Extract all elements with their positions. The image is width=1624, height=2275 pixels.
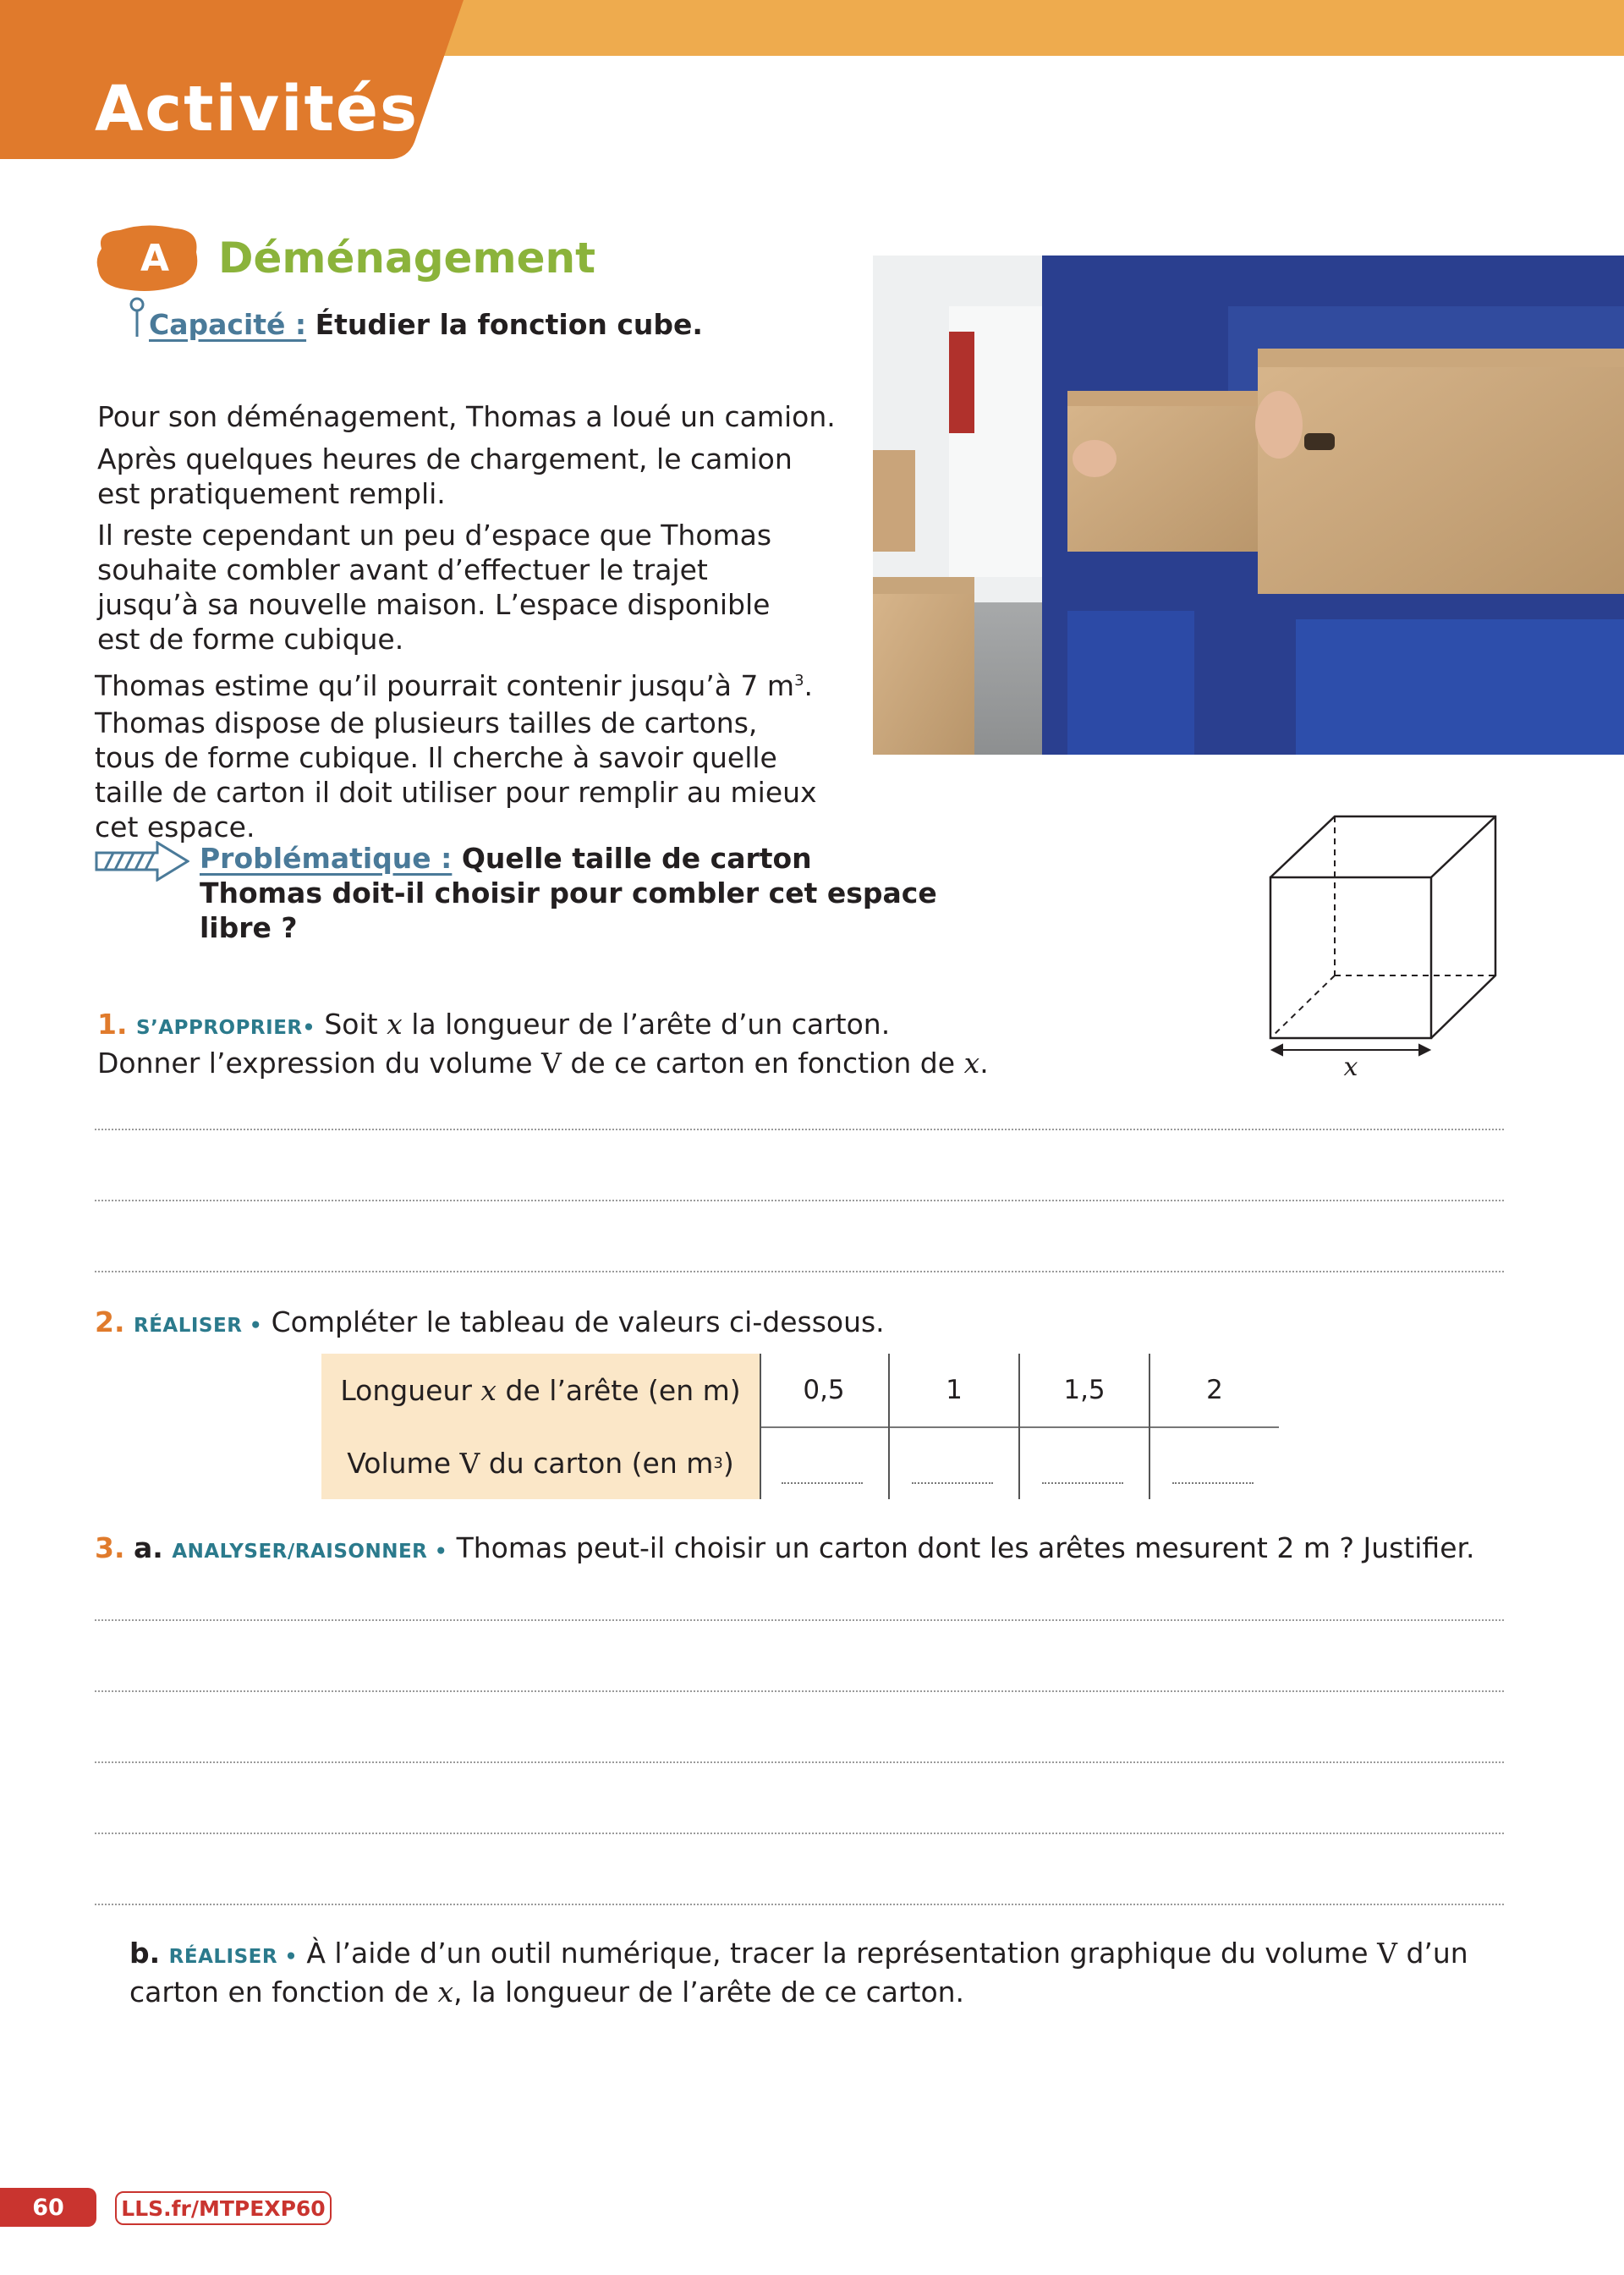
table-cell-length: 2: [1206, 1375, 1223, 1405]
question-3a: [95, 1530, 1533, 1569]
table-header-length: [321, 1354, 760, 1426]
intro-paragraph-4-sup: 3: [794, 672, 804, 690]
problematique-label: Problématique :: [200, 842, 453, 875]
question-3b-var-v: V: [1377, 1937, 1397, 1970]
intro-paragraph-3: Il reste cependant un peu d’espace que Thomas souhaite combler avant d’effectuer le trajet jusqu’à sa nouvelle maison. L’espace disponible est de forme cubique.: [97, 519, 772, 656]
answer-line[interactable]: [95, 1761, 1504, 1763]
problematique: [200, 841, 944, 945]
question-2-skill: RÉALISER •: [134, 1315, 263, 1337]
question-3b-var-x: x: [437, 1976, 454, 2008]
question-3b-skill: RÉALISER •: [168, 1946, 298, 1968]
question-3b-part: b.: [129, 1937, 161, 1970]
pin-icon: [129, 296, 149, 340]
question-1-var-x2: x: [963, 1047, 980, 1080]
table-header-volume-var: V: [459, 1446, 480, 1480]
answer-line[interactable]: [95, 1904, 1504, 1905]
table-header-volume-b: du carton (en m: [488, 1446, 714, 1480]
table-header-length-b: de l’arête (en m): [505, 1373, 741, 1407]
page-title: Activités: [95, 73, 420, 146]
question-1-var-v: V: [541, 1047, 562, 1080]
answer-line[interactable]: [95, 1200, 1504, 1201]
table-header-length-var: x: [480, 1373, 497, 1407]
page-number: 60: [0, 2188, 96, 2227]
intro-paragraph-4: [95, 663, 839, 703]
question-1-text-a: Soit: [324, 1008, 378, 1041]
question-3-number: 3.: [95, 1531, 125, 1564]
capacity-text: Étudier la fonction cube.: [315, 308, 703, 341]
table-answer-blank[interactable]: [782, 1482, 863, 1484]
section-letter: A: [140, 237, 170, 280]
question-3b-text-a: À l’aide d’un outil numérique, tracer la représentation graphique du volume: [306, 1937, 1369, 1970]
arrow-icon: [95, 841, 189, 882]
section-title: Déménagement: [218, 234, 595, 283]
intro-paragraph-4-text: Thomas estime qu’il pourrait contenir jusqu’à 7 m: [95, 669, 795, 702]
intro-paragraph-4-end: .: [804, 669, 814, 702]
question-1: [97, 1007, 1028, 1080]
table-answer-blank[interactable]: [1172, 1482, 1254, 1484]
question-2: [95, 1305, 1363, 1344]
question-2-number: 2.: [95, 1305, 125, 1338]
cube-diagram: [1260, 808, 1506, 1079]
capacity-label: Capacité :: [149, 308, 307, 341]
capacity-line: [149, 308, 703, 342]
table-header-volume-c: ): [722, 1446, 734, 1480]
cube-edge-label: x: [1343, 1052, 1358, 1079]
question-3a-part: a.: [134, 1531, 163, 1564]
answer-line[interactable]: [95, 1833, 1504, 1834]
answer-line[interactable]: [95, 1690, 1504, 1692]
question-2-text: Compléter le tableau de valeurs ci-dessous.: [271, 1305, 885, 1338]
question-1-text-b: la longueur de l’arête d’un carton.: [411, 1008, 891, 1041]
question-3b-text-b: d’un carton en fonction de: [129, 1937, 1468, 2008]
movers-photo: [873, 256, 1624, 755]
answer-line[interactable]: [95, 1619, 1504, 1621]
table-header-volume-sup: 3: [713, 1453, 723, 1472]
table-header-volume: [321, 1426, 760, 1499]
question-1-text-e: .: [979, 1047, 989, 1080]
question-1-text-d: de ce carton en fonction de: [570, 1047, 956, 1080]
answer-line[interactable]: [95, 1271, 1504, 1272]
question-3b: [129, 1936, 1533, 2009]
question-3b-text-c: , la longueur de l’arête de ce carton.: [453, 1976, 965, 2008]
table-header-volume-a: Volume: [347, 1446, 452, 1480]
table-answer-blank[interactable]: [912, 1482, 993, 1484]
table-answer-blank[interactable]: [1042, 1482, 1123, 1484]
question-1-text-c: Donner l’expression du volume: [97, 1047, 533, 1080]
question-3a-skill: ANALYSER/RAISONNER •: [172, 1541, 448, 1563]
question-1-var-x: x: [387, 1008, 403, 1041]
table-cell-length: 0,5: [803, 1375, 845, 1405]
table-header-length-a: Longueur: [340, 1373, 472, 1407]
question-3a-text: Thomas peut-il choisir un carton dont les arêtes mesurent 2 m ? Justifier.: [456, 1531, 1475, 1564]
question-1-skill: S’APPROPRIER•: [136, 1017, 315, 1039]
intro-paragraph-5: Thomas dispose de plusieurs tailles de cartons, tous de forme cubique. Il cherche à savoir quelle taille de carton il doit utiliser pour remplir au mieux cet espace.: [95, 706, 817, 844]
intro-paragraph-2: Après quelques heures de chargement, le camion est pratiquement rempli.: [97, 442, 793, 510]
problematique-text: Quelle taille de carton Thomas doit-il choisir pour combler cet espace libre ?: [200, 842, 937, 944]
table-cell-length: 1,5: [1063, 1375, 1106, 1405]
table-cell-length: 1: [946, 1375, 963, 1405]
intro-paragraph-1: Pour son déménagement, Thomas a loué un camion.: [97, 400, 836, 433]
question-1-number: 1.: [97, 1008, 128, 1041]
values-table: [321, 1354, 1279, 1499]
resource-link[interactable]: LLS.fr/MTPEXP60: [115, 2191, 332, 2225]
answer-line[interactable]: [95, 1129, 1504, 1130]
